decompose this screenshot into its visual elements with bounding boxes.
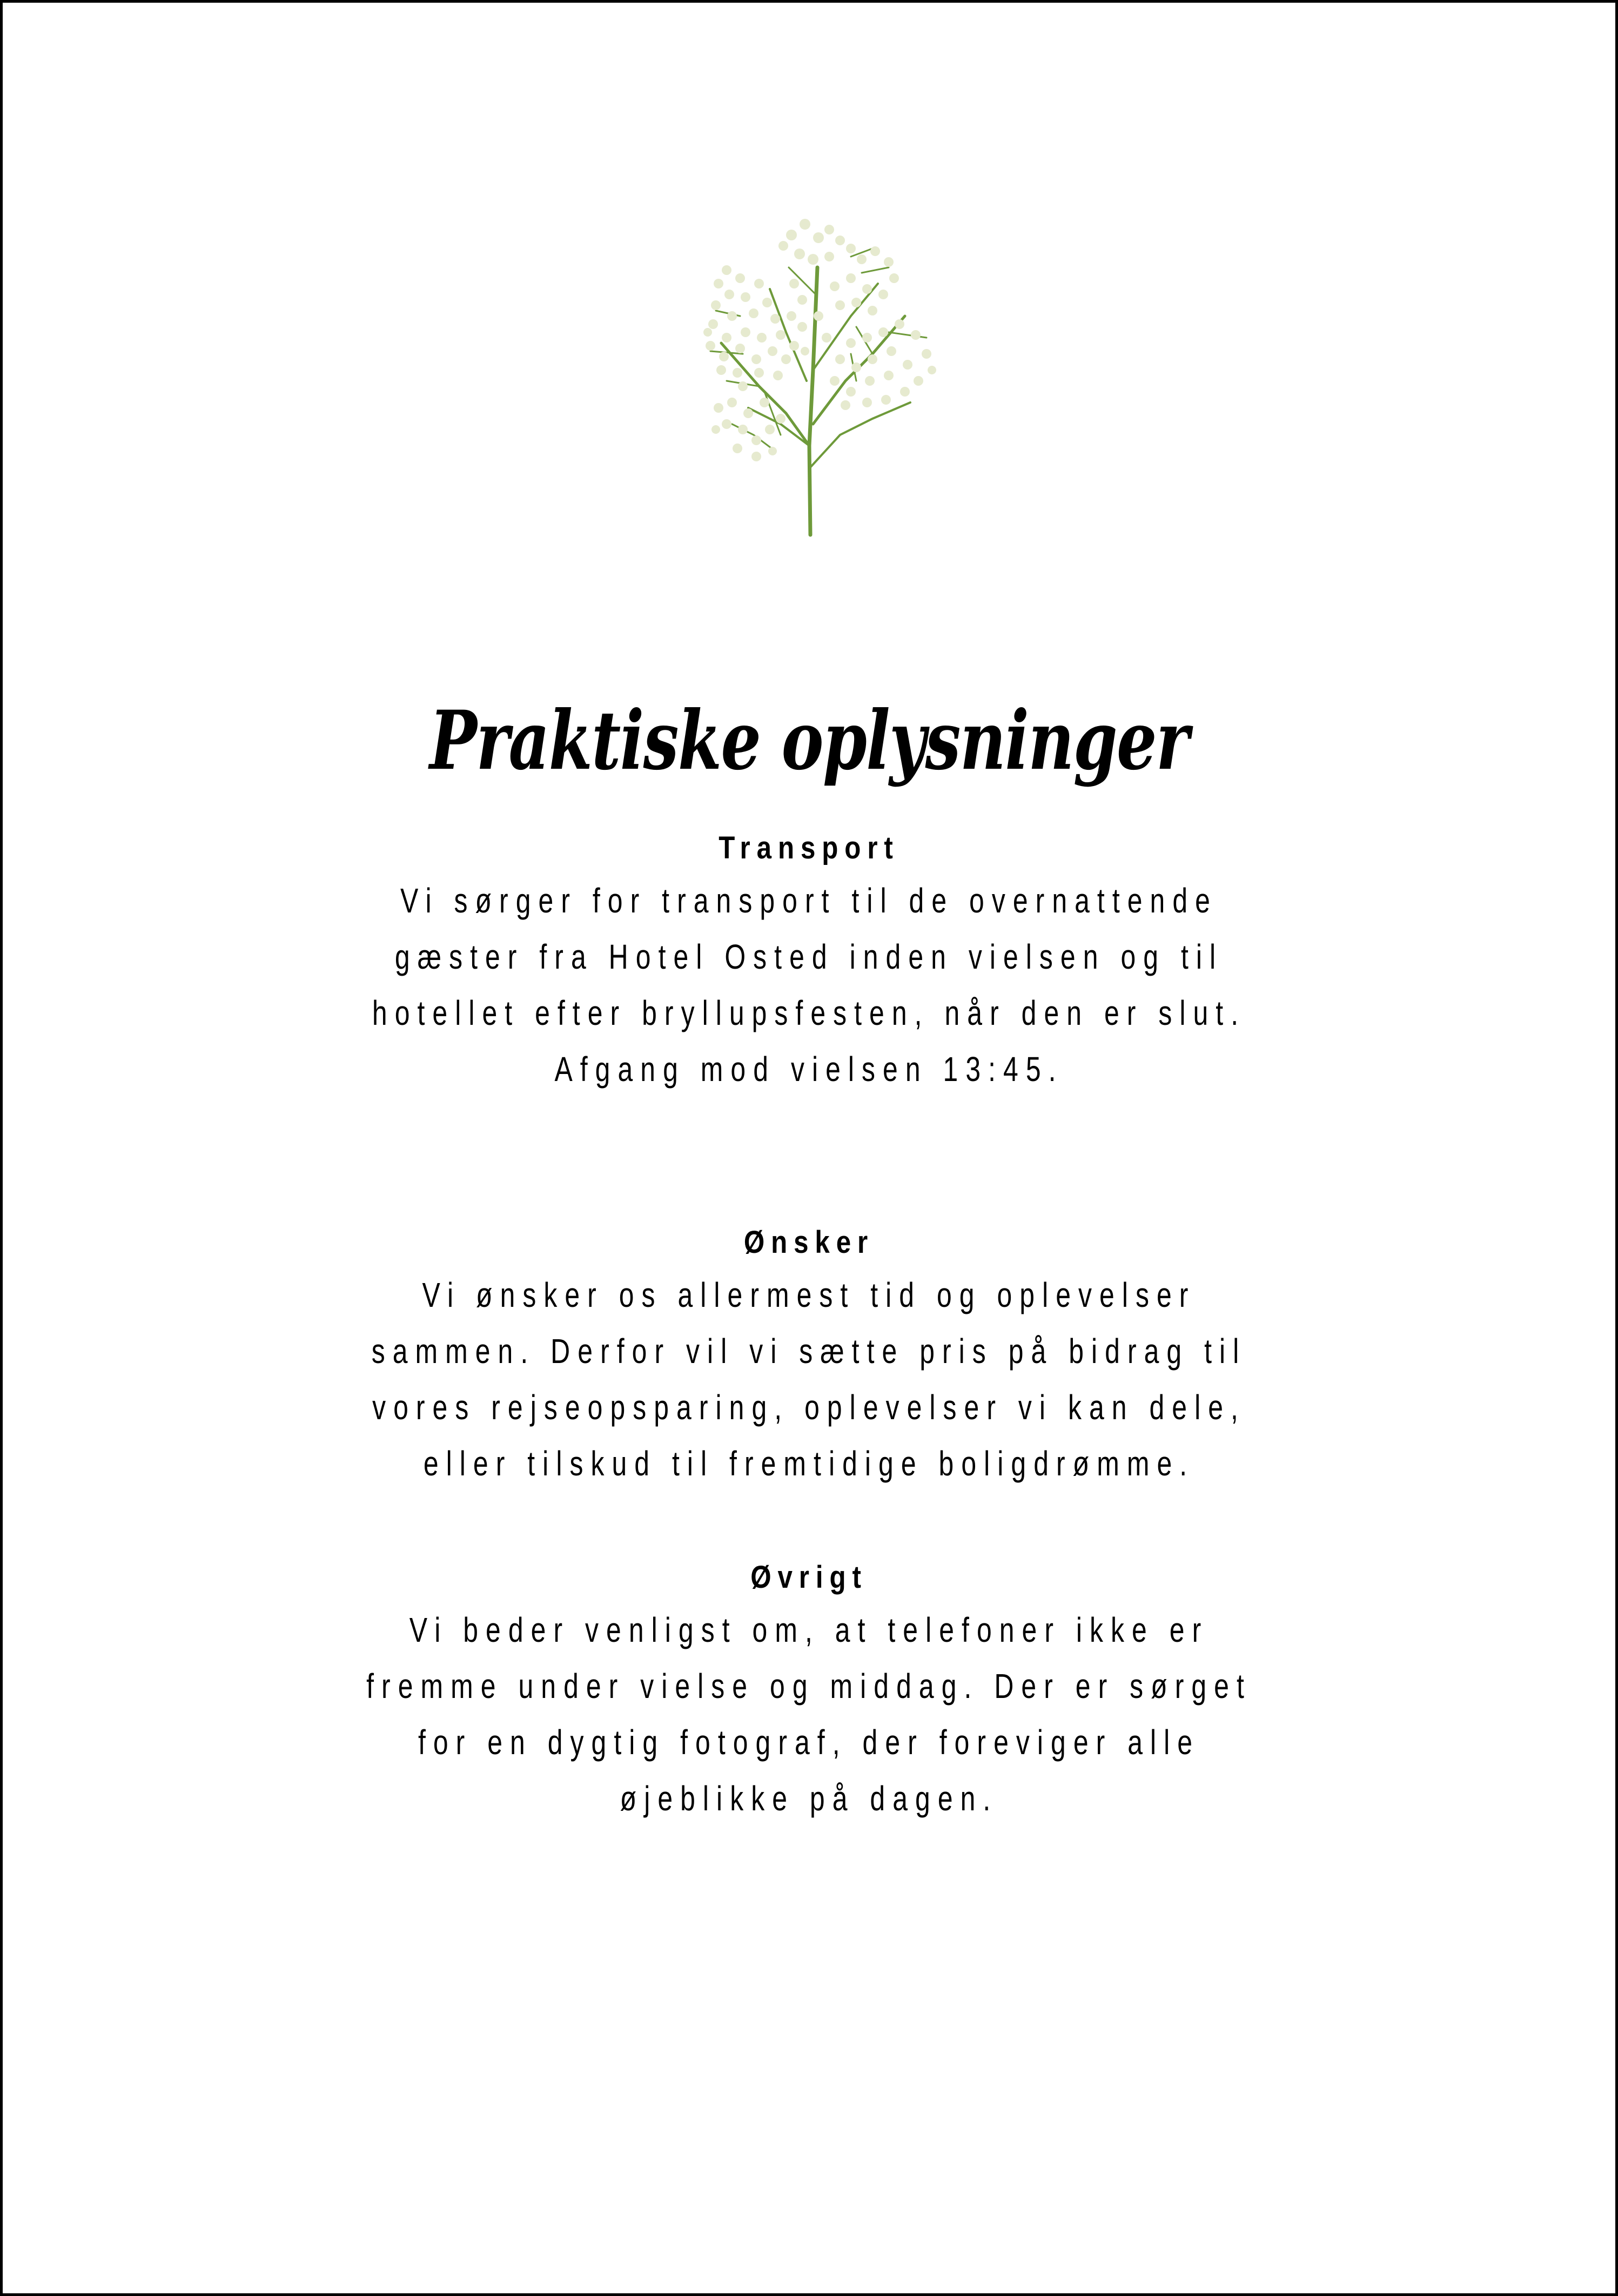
body-line: vores rejseopsparing, oplevelser vi kan dele, (372, 1388, 1246, 1427)
gypsophila-sprig-icon (678, 208, 948, 538)
section-onsker (3, 1218, 1615, 1492)
section-ovrigt (3, 1553, 1615, 1827)
page-title: Praktiske oplysninger (429, 693, 1189, 788)
body-line: Afgang mod vielsen 13:45. (554, 1050, 1064, 1089)
body-line: Vi sørger for transport til de overnattende (400, 881, 1218, 920)
section-heading-onsker: Ønsker (743, 1225, 875, 1260)
body-line: for en dygtig fotograf, der foreviger alle (418, 1723, 1200, 1762)
section-heading-transport: Transport (719, 830, 899, 865)
body-line: gæster fra Hotel Osted inden vielsen og til (394, 937, 1224, 976)
body-line: eller tilskud til fremtidige boligdrømme. (423, 1444, 1195, 1483)
section-body-onsker (180, 1267, 1438, 1492)
section-body-ovrigt (180, 1602, 1438, 1827)
body-line: hotellet efter bryllupsfesten, når den er slut. (372, 993, 1246, 1032)
body-line: Vi ønsker os allermest tid og oplevelser (422, 1275, 1196, 1314)
body-line: fremme under vielse og middag. Der er sørget (366, 1667, 1252, 1706)
section-heading-ovrigt: Øvrigt (750, 1560, 868, 1595)
body-line: sammen. Derfor vil vi sætte pris på bidrag til (371, 1332, 1247, 1371)
section-body-transport (180, 872, 1438, 1097)
body-line: Vi beder venligst om, at telefoner ikke er (409, 1610, 1209, 1649)
body-line: øjeblikke på dagen. (620, 1779, 998, 1818)
section-transport (3, 824, 1615, 1097)
